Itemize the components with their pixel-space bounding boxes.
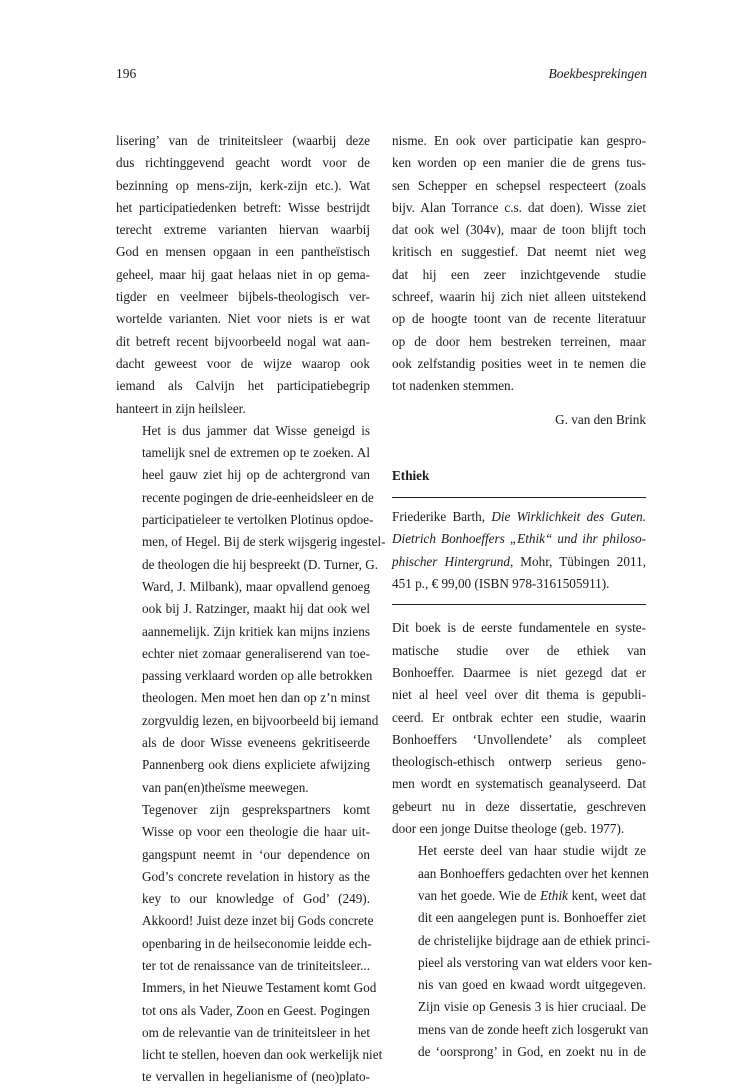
text-line: nis van goed en kwaad wordt uitgegeven. xyxy=(418,977,646,993)
text-line: Het eerste deel van haar studie wijdt ze xyxy=(418,843,646,859)
text-line: Bonhoeffers ‘Unvollendete’ als compleet xyxy=(392,731,646,747)
page-number: 196 xyxy=(116,66,137,81)
text-line: dit betreft recent bijvoorbeeld nogal wat aan- xyxy=(116,333,370,349)
right-paragraph-1 xyxy=(392,130,646,398)
section-heading: Ethiek xyxy=(392,467,430,483)
text-line: van pan(en)theïsme meewegen. xyxy=(142,779,309,795)
text-line: men wordt en systematisch geanalyseerd. Dat xyxy=(392,776,646,792)
text-line: Pannenberg ook diens expliciete afwijzing xyxy=(142,757,370,773)
text-line: ceerd. Er ontbrak echter een studie, waarin xyxy=(392,709,646,725)
text-line: op de door hem bestreken terreinen, maar xyxy=(392,333,646,349)
text-line: terecht extreme varianten hiervan waarbij xyxy=(116,222,370,238)
text-line: geheel, maar hij gaat helaas niet in op gema- xyxy=(116,266,370,282)
bib-title-part3: phischer Hintergrund xyxy=(392,553,510,569)
text-line: dit een aangelegen punt is. Bonhoeffer ziet xyxy=(418,910,646,926)
text-line: schreef, waarin hij zich niet alleen uitstekend xyxy=(392,289,646,305)
text-line: ter tot de renaissance van de triniteitsleer... xyxy=(142,957,370,973)
text-line: heel gauw ziet hij op de achtergrond van xyxy=(142,467,370,483)
text-line: dus richtinggevend geacht wordt voor de xyxy=(116,155,370,171)
text-line: tot ons als Vader, Zoon en Geest. Pogingen xyxy=(142,1002,370,1018)
left-paragraph-1 xyxy=(116,130,370,420)
text-line: participatieleer te vertolken Plotinus opdoe- xyxy=(142,512,374,528)
text-line: iemand als Calvijn het participatiebegrip xyxy=(116,378,370,394)
text-line: theologisch-ethisch ontwerp serieus geno- xyxy=(392,754,646,770)
text-line: te vervallen in hegelianisme of (neo)plato- xyxy=(142,1069,370,1085)
text-line: op de hoogte toont van de recente literatuur xyxy=(392,311,646,327)
right-column xyxy=(392,130,653,1063)
text-line: Immers, in het Nieuwe Testament komt God xyxy=(142,980,377,996)
text-line: God en mensen opgaan in een pantheïstisch xyxy=(116,244,370,260)
text-line: de ‘oorsprong’ in God, en zoekt nu in de xyxy=(418,1043,646,1059)
text-line: tamelijk snel de extremen op te zoeken. Al xyxy=(142,445,370,461)
text-line: dat ook wel (304v), maar de toon blijft toch xyxy=(392,222,646,238)
left-paragraph-3 xyxy=(116,799,383,1089)
text-line: Dit boek is de eerste fundamentele en syste- xyxy=(392,620,646,636)
text-line: Ward, J. Milbank), maar opvallend genoeg xyxy=(142,578,370,594)
text-line: passing verklaard worden op alle betrokken xyxy=(142,668,373,684)
text-line: licht te stellen, hoeven dan ook werkelijk niet xyxy=(142,1047,383,1063)
text-line: nisme. En ook over participatie kan gespro- xyxy=(392,133,646,148)
text-line: bijv. Alan Torrance c.s. dat doen). Wisse ziet xyxy=(392,199,646,215)
divider-top xyxy=(392,497,646,498)
divider-bottom xyxy=(392,604,646,605)
text-line: recente pogingen de drie-eenheidsleer en de xyxy=(142,489,374,505)
text-line: Tegenover zijn gesprekspartners komt xyxy=(142,801,370,817)
text-line: God’s concrete revelation in history as the xyxy=(142,868,370,884)
text-line: tigder en veelmeer bijbels-theologisch ver- xyxy=(116,289,370,305)
text-line: theologen. Men moet hen dan op z’n minst xyxy=(142,690,370,706)
text-line: men, of Hegel. Bij de sterk wijsgerig ingestel- xyxy=(142,534,386,550)
bib-title-part1: Die Wirklichkeit des Guten. xyxy=(491,509,646,525)
text-line: dat hij een zeer inzichtgevende studie xyxy=(392,266,646,282)
text-line: niet al heel veel over dit thema is gepubli- xyxy=(392,687,646,703)
text-line: kritisch en suggestief. Dat neemt niet weg xyxy=(392,244,646,260)
text-line: Zijn visie op Genesis 3 is hier cruciaal. De xyxy=(418,999,646,1015)
text-line: Het is dus jammer dat Wisse geneigd is xyxy=(142,422,370,438)
text-line: ook bij J. Ratzinger, maakt hij dat ook wel xyxy=(142,601,370,617)
text-line: echter niet zomaar generaliserend van toe- xyxy=(142,645,370,661)
text-line: Akkoord! Juist deze inzet bij Gods concrete xyxy=(142,913,374,929)
bib-price-isbn: 451 p., € 99,00 (ISBN 978-3161505911). xyxy=(392,576,610,592)
text-line: tot nadenken stemmen. xyxy=(392,378,514,394)
left-column xyxy=(116,130,386,1089)
text-line: gebeurt nu in deze dissertatie, geschreven xyxy=(392,798,646,814)
text-line: hanteert in zijn heilsleer. xyxy=(116,400,246,416)
right-paragraph-3 xyxy=(392,840,653,1063)
text-line: de christelijke bijdrage aan de ethiek princi- xyxy=(418,932,651,948)
italic-title: Ethik xyxy=(540,887,568,903)
text-line: om de relevantie van de triniteitsleer in het xyxy=(142,1024,370,1040)
text-line: de theologen die hij bespreekt (D. Turner, G. xyxy=(142,556,379,572)
text-line: bezinning op mens-zijn, kerk-zijn etc.). Wat xyxy=(116,177,370,193)
text-line: sen Schepper en schepsel respecteert (zoals xyxy=(392,177,646,193)
text-line: Wisse op voor een theologie die haar uit- xyxy=(142,824,370,840)
right-paragraph-2 xyxy=(392,617,646,840)
bib-publisher: , Mohr, Tübingen 2011, xyxy=(509,553,646,569)
text-line: ook zelfstandig posities weet in te nemen die xyxy=(392,355,646,371)
text-line: dacht geweest voor de wijze waarop ook xyxy=(116,355,370,371)
text-line xyxy=(392,885,646,907)
text-line: aannemelijk. Zijn kritiek kan mijns inziens xyxy=(142,623,370,639)
text-line: gangspunt neemt in ‘our dependence on xyxy=(142,846,370,862)
bibliographic-entry xyxy=(392,506,646,595)
running-title: Boekbesprekingen xyxy=(548,66,647,81)
text-line: mens van de zonde heeft zich losgerukt van xyxy=(418,1021,649,1037)
text-line: pieel als verstoring van wat elders voor ken- xyxy=(418,954,653,970)
text-line: openbaring in de heilseconomie leidde ech- xyxy=(142,935,372,951)
text-line: van het goede. Wie de xyxy=(418,887,541,903)
bib-title-part2: Dietrich Bonhoeffers „Ethik“ und ihr philoso- xyxy=(392,531,646,547)
bib-author: Friederike Barth, xyxy=(392,509,492,525)
text-line: wortelde varianten. Niet voor niets is er wat xyxy=(116,311,370,327)
left-paragraph-2 xyxy=(116,420,386,799)
text-line: ken worden op een manier die de grens tus- xyxy=(392,155,646,171)
text-line: lisering’ van de triniteitsleer (waarbij deze xyxy=(116,133,370,148)
text-line: aan Bonhoeffers gedachten over het kennen xyxy=(418,865,649,881)
text-line: door een jonge Duitse theologe (geb. 1977). xyxy=(392,821,625,837)
text-line: kent, weet dat xyxy=(567,887,646,903)
text-line: het participatiedenken betreft: Wisse bestrijdt xyxy=(116,199,370,215)
text-line: matische studie over de ethiek van xyxy=(392,642,646,658)
text-line: als de door Wisse eveneens gekritiseerde xyxy=(142,735,370,751)
text-line: Bonhoeffer. Daarmee is niet gezegd dat er xyxy=(392,664,646,680)
text-line: key to our knowledge of God’ (249). xyxy=(142,891,370,907)
review-signature: G. van den Brink xyxy=(555,411,646,427)
text-line: zorgvuldig lezen, en bijvoorbeeld bij iemand xyxy=(142,712,379,728)
